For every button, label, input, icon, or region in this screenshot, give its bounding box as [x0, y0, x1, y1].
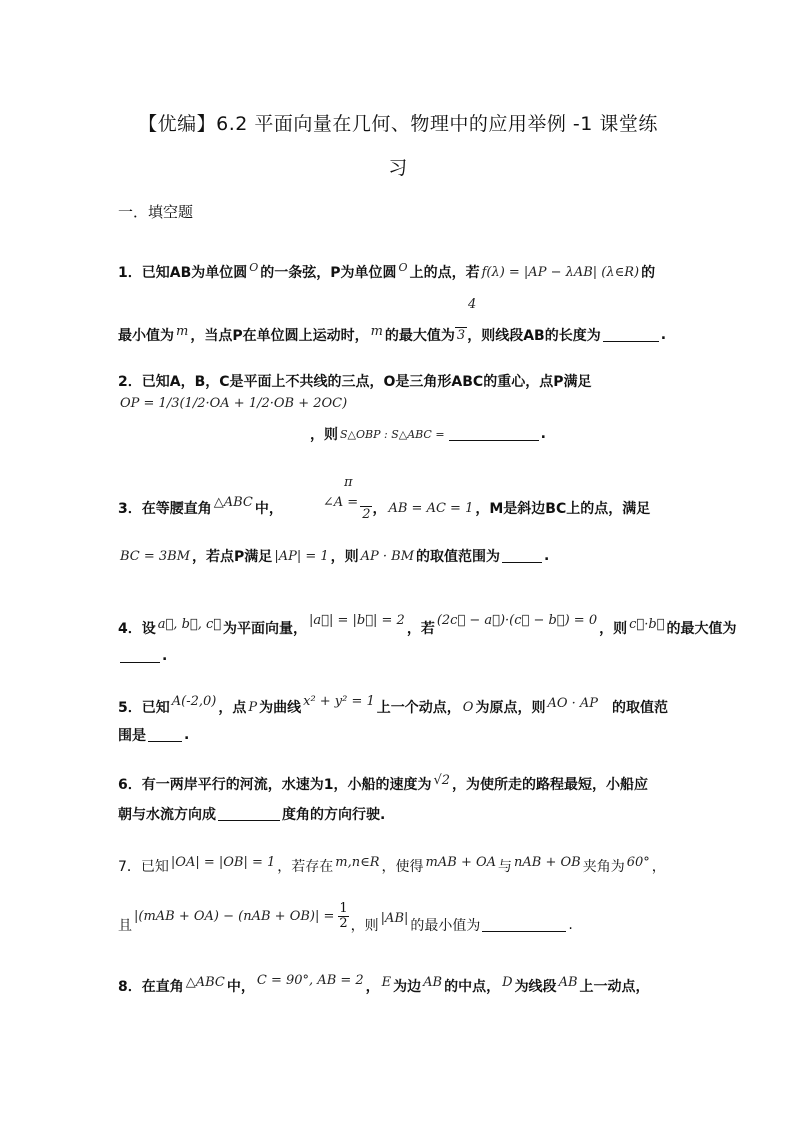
- q2-text-a: 2．已知A，B，C是平面上不共线的三点，O是三角形ABC的重心，点P满足: [118, 374, 592, 390]
- q5-end: .: [184, 727, 190, 743]
- q1-text-b: 的一条弦，P为单位圆: [260, 265, 397, 281]
- q6-text-d: 度角的方向行驶.: [282, 807, 386, 823]
- q7-half-denominator: 2: [339, 916, 348, 931]
- q7-text-c: ，使得: [381, 859, 424, 875]
- q7-mn-real: m,n∈R: [335, 854, 380, 870]
- q1-end: .: [660, 327, 667, 343]
- q7-half-numerator: 1: [339, 901, 348, 916]
- q7-text-f: ，: [651, 859, 666, 875]
- q8-text-h: 上一动点，: [579, 979, 650, 995]
- question-4-line-1: [118, 612, 737, 638]
- q3-text-f: ，则: [330, 549, 359, 565]
- question-6-line-1: [118, 774, 680, 794]
- q4-text-d: ，则: [599, 621, 628, 637]
- q2-op-formula: OP = 1/3(1/2·OA + 1/2·OB + 2OC): [120, 396, 348, 411]
- q8-text-a: 8．在直角: [118, 979, 184, 995]
- question-1-line-1: [118, 262, 680, 282]
- q7-ab-norm: |AB|: [380, 911, 409, 926]
- q5-text-g: 围是: [118, 728, 146, 744]
- q5-dot-product: AO · AP: [547, 695, 599, 711]
- question-7-line-1: [118, 856, 680, 876]
- q8-segment-ab-2: AB: [558, 974, 578, 990]
- q8-point-e: E: [381, 974, 392, 990]
- q1-text-c: 上的点，若: [409, 265, 480, 281]
- q2-end: .: [540, 426, 546, 442]
- q8-segment-ab-1: AB: [423, 974, 443, 990]
- q7-text-e: 夹角为: [582, 859, 625, 875]
- q7-text-d: 与: [498, 859, 513, 875]
- q8-text-f: 的中点，: [444, 979, 501, 995]
- q3-ap-norm: |AP| = 1: [274, 548, 329, 564]
- q5-text-a: 5．已知: [118, 700, 170, 716]
- q7-half-fraction: [338, 902, 348, 931]
- question-6-line-2: [118, 804, 680, 824]
- q4-cb-dot: c⃗·b⃗: [629, 616, 665, 632]
- q1-text-h: 的最大值为: [384, 328, 455, 344]
- q7-expression: |(mAB + OA) − (nAB + OB)| =: [134, 909, 335, 924]
- q5-curve: x² + y² = 1: [303, 693, 375, 709]
- q4-end: .: [162, 648, 168, 664]
- q8-text-b: 中，: [226, 979, 255, 995]
- q3-ab-equals: AB = AC = 1: [388, 500, 474, 516]
- q5-text-e: 为原点，则: [475, 700, 546, 716]
- section-heading: 一．填空题: [118, 203, 194, 221]
- q5-origin: O: [462, 699, 474, 715]
- q3-text-d: ，M是斜边BC上的点，满足: [475, 501, 651, 517]
- q5-text-d: 上一个动点，: [376, 700, 461, 716]
- q1-text-i: ，则线段AB的长度为: [467, 328, 601, 344]
- q4-text-b: 为平面向量，: [223, 621, 308, 637]
- q4-text-e: 的最大值为: [666, 621, 737, 637]
- q3-pi-numerator: [310, 475, 680, 490]
- q1-fraction-top: [466, 297, 680, 312]
- q7-vector-2: nAB + OB: [514, 854, 581, 870]
- q5-text-f: 的取值范: [612, 700, 669, 716]
- q3-bc-relation: BC = 3BM: [120, 548, 191, 564]
- question-2-line-3: [310, 424, 680, 444]
- title-line-2: 习: [388, 157, 408, 179]
- q3-text-a: 3．在等腰直角: [118, 501, 212, 517]
- q1-text-e: 最小值为: [118, 328, 174, 344]
- q8-text-d: 为边: [393, 979, 422, 995]
- q7-text-a: 7．已知: [118, 859, 169, 875]
- q5-answer-blank[interactable]: [148, 728, 182, 742]
- question-2-line-1: [118, 371, 680, 391]
- question-4-line-2: [118, 648, 680, 664]
- q4-text-a: 4．设: [118, 621, 156, 637]
- q1-circle-o-2: O: [398, 260, 408, 274]
- q1-m-1: m: [176, 323, 189, 339]
- title-line-1: 【优编】6.2 平面向量在几何、物理中的应用举例 -1 课堂练: [138, 113, 658, 135]
- question-8-line-1: [118, 972, 680, 996]
- q7-text-h: ，则: [350, 917, 379, 934]
- question-1-line-2: [118, 325, 680, 345]
- q8-text-c: ，: [365, 979, 380, 995]
- q7-degrees: 60°: [626, 854, 650, 870]
- q7-answer-blank[interactable]: [482, 918, 566, 932]
- q4-answer-blank[interactable]: [120, 649, 160, 663]
- q6-text-b: ，为使所走的路程最短，小船应: [452, 777, 649, 793]
- q4-text-c: ，若: [406, 621, 435, 637]
- q8-point-d: D: [502, 974, 513, 990]
- q7-text-g: 且: [118, 917, 132, 934]
- q1-circle-o-1: O: [249, 260, 259, 274]
- question-2-formula-line: [118, 396, 680, 411]
- q3-text-g: 的取值范围为: [416, 549, 501, 565]
- q5-text-c: 为曲线: [259, 700, 302, 716]
- q7-vector-1: mAB + OA: [425, 854, 497, 870]
- q3-dot-product: AP · BM: [360, 548, 415, 564]
- question-7-line-2: [118, 901, 680, 939]
- q3-answer-blank[interactable]: [502, 549, 542, 563]
- q1-fraction-denominator: 3: [456, 328, 466, 343]
- q1-answer-blank[interactable]: [603, 328, 659, 342]
- q7-text-i: 的最小值为: [410, 917, 481, 934]
- question-3-line-2: [118, 546, 680, 566]
- q5-point-a: A(-2,0): [171, 693, 217, 709]
- q3-text-b: 中，: [254, 501, 283, 517]
- question-5-line-2: [118, 725, 680, 745]
- q1-text-a: 1．已知AB为单位圆: [118, 265, 248, 281]
- q4-norms: |a⃗| = |b⃗| = 2: [309, 612, 405, 628]
- q1-text-d: 的: [641, 265, 656, 281]
- q1-text-g: ，当点P在单位圆上运动时，: [190, 328, 369, 344]
- q7-text-b: ，若存在: [277, 859, 334, 875]
- q5-text-b: ，点: [218, 700, 247, 716]
- q4-vectors: a⃗, b⃗, c⃗: [157, 616, 222, 632]
- q7-norms: |OA| = |OB| = 1: [170, 854, 276, 870]
- q6-answer-blank[interactable]: [218, 807, 280, 821]
- q6-text-a: 6．有一两岸平行的河流，水速为1，小船的速度为: [118, 777, 432, 793]
- q3-triangle: △ABC: [213, 494, 253, 510]
- page-title: [118, 102, 678, 190]
- q3-text-e: ，若点P满足: [192, 549, 273, 565]
- q3-angle-a: ∠A =: [322, 494, 359, 510]
- q3-end: .: [544, 548, 550, 564]
- q4-condition: (2c⃗ − a⃗)·(c⃗ − b⃗) = 0: [436, 612, 598, 628]
- q2-area-ratio: S△OBP : S△ABC =: [340, 427, 445, 441]
- q6-text-c: 朝与水流方向成: [118, 807, 216, 823]
- question-3-line-1: [118, 494, 680, 522]
- q2-text-b: ，则: [310, 427, 338, 443]
- q5-point-p: P: [248, 699, 258, 715]
- q1-fraction-numerator: 4: [468, 297, 477, 312]
- q8-triangle: △ABC: [185, 974, 225, 990]
- q3-pi: π: [344, 475, 353, 490]
- q1-m-2: m: [370, 323, 383, 339]
- question-5-line-1: [118, 693, 680, 717]
- q3-two: 2: [362, 507, 371, 522]
- q8-condition: C = 90°, AB = 2: [256, 972, 364, 988]
- q2-answer-blank[interactable]: [449, 427, 539, 441]
- q6-sqrt-two: √2: [433, 772, 451, 788]
- q8-text-g: 为线段: [514, 979, 557, 995]
- q3-text-c: ，: [372, 501, 387, 517]
- q7-end: .: [568, 916, 573, 933]
- q1-function-formula: f(λ) = |AP − λAB| (λ∈R): [481, 264, 640, 280]
